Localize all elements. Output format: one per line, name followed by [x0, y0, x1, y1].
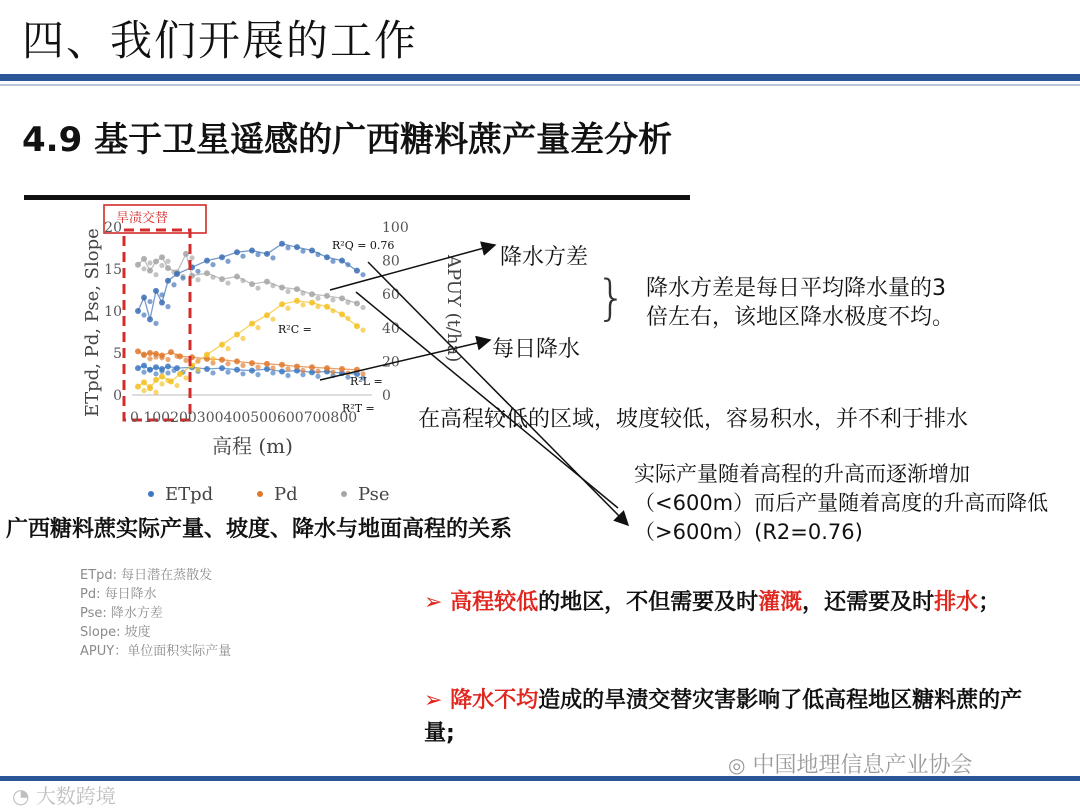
page-heading: 四、我们开展的工作: [22, 16, 419, 65]
y-right-tick-label: 100: [382, 220, 409, 236]
section-title: 4.9 基于卫星遥感的广西糖料蔗产量差分析: [22, 120, 673, 160]
trend-note: 实际产量随着高程的升高而逐渐增加（<600m）而后产量随着高度的升高而降低（>600m）(R2=0.76): [634, 462, 1049, 544]
bullet-1-highlight-3: 排水: [934, 590, 979, 615]
x-axis-label: 高程 (m): [212, 434, 293, 458]
bullet-arrow-icon: ➢: [424, 688, 443, 713]
y-left-tick-label: 0: [113, 388, 122, 404]
r2-l-label: R²L =: [350, 375, 383, 388]
watermark-main: ◎ 中国地理信息产业协会: [728, 753, 973, 778]
y-left-tick-label: 20: [104, 220, 122, 236]
lowland-note: 在高程较低的区域，坡度较低，容易积水，并不利于排水: [418, 407, 969, 432]
label-variance: 降水方差: [500, 245, 589, 270]
y-right-tick-label: 60: [382, 287, 400, 304]
arrow-trend: [368, 262, 628, 525]
y-right-axis-label: APUY (t/ha): [443, 255, 464, 363]
r2-t-label: R²T =: [342, 402, 375, 415]
x-tick-labels: 0 100200300400500600700800: [130, 410, 358, 426]
bullet-1-text-3: ；: [978, 590, 1001, 615]
note-slope: Slope: 坡度: [80, 625, 151, 640]
bullet-2-highlight: 降水不均: [450, 688, 539, 713]
arrow-variance: [330, 245, 495, 290]
y-right-tick-label: 40: [382, 320, 400, 337]
brace: }: [596, 270, 627, 326]
bullet-arrow-icon: ➢: [424, 590, 443, 615]
watermark-corner: ◔ 大数跨境: [12, 784, 116, 808]
note-etpd: ETpd: 每日潜在蒸散发: [80, 568, 213, 583]
y-left-tick-label: 5: [113, 346, 122, 362]
variance-note: 降水方差是每日平均降水量的3倍左右，该地区降水极度不均。: [646, 276, 955, 330]
legend-label-pd: Pd: [274, 484, 298, 505]
legend-label-etpd: ETpd: [165, 484, 214, 505]
bullet-1-highlight-2: 灌溉: [758, 590, 803, 615]
bullet-1-text: 的地区，不但需要及时: [538, 590, 759, 615]
y-right-tick-label: 20: [382, 354, 400, 371]
y-right-tick-label: 0: [382, 388, 391, 404]
legend-label-pse: Pse: [358, 484, 390, 505]
label-daily: 每日降水: [492, 337, 581, 362]
note-pd: Pd: 每日降水: [80, 587, 157, 602]
arrow-trend-2: [356, 292, 618, 508]
bullet-1: [424, 586, 1024, 619]
bullet-2: [424, 684, 1024, 750]
note-apuy: APUY：单位面积实际产量: [80, 644, 232, 659]
r2-q-label: R²Q = 0.76: [332, 239, 395, 252]
chart-caption: 广西糖料蔗实际产量、坡度、降水与地面高程的关系: [6, 517, 513, 542]
bullet-1-text-2: ，还需要及时: [802, 590, 935, 615]
note-pse: Pse: 降水方差: [80, 606, 163, 621]
y-left-axis-label: ETpd, Pd, Pse, Slope: [82, 228, 103, 417]
y-left-tick-label: 10: [104, 304, 122, 320]
wechat-icon: ◎: [728, 753, 746, 777]
y-left-tick-label: 15: [104, 262, 122, 278]
logo-icon: ◔: [12, 784, 30, 808]
y-right-tick-label: 80: [382, 253, 400, 270]
r2-c-label: R²C =: [278, 323, 312, 336]
bullet-2-text: 造成的旱渍交替灾害影响了低高程地区糖料蔗的产量;: [424, 688, 1023, 746]
box-label: 旱渍交替: [116, 211, 169, 226]
bullet-1-highlight: 高程较低: [450, 590, 539, 615]
